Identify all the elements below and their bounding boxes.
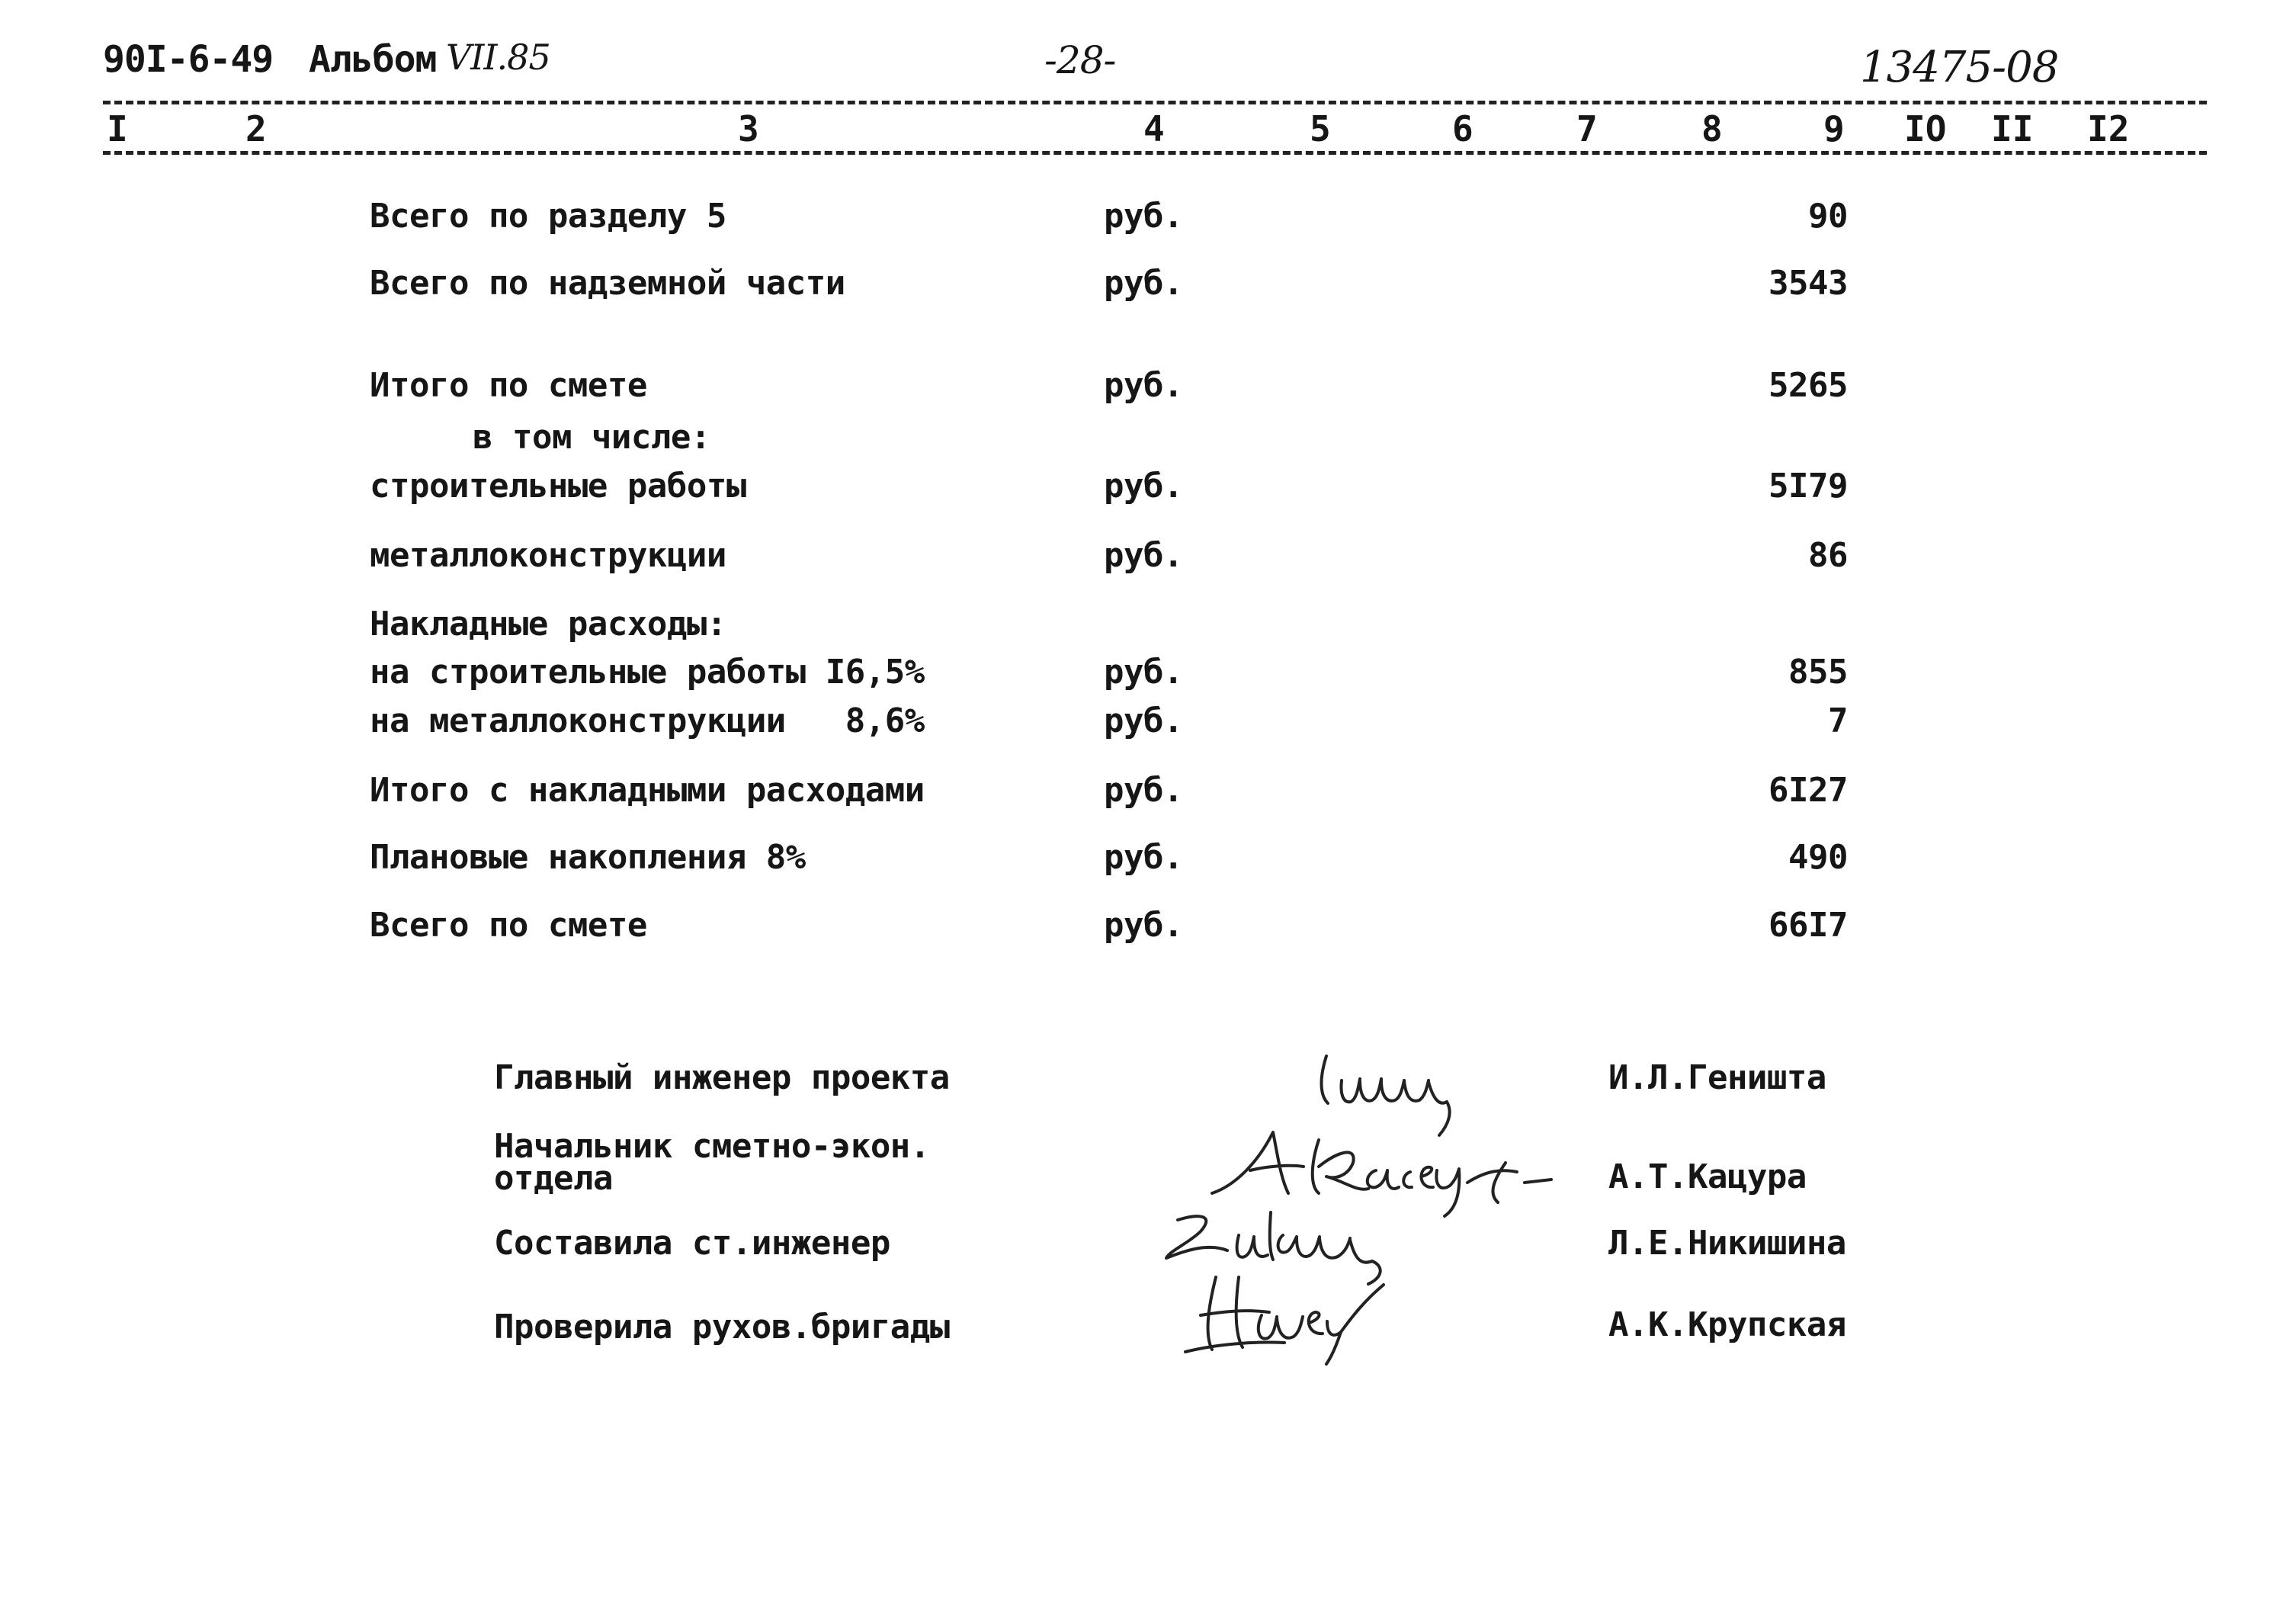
row-label: Накладные расходы: (370, 605, 726, 644)
signatory-name-2: А.Т.Кацура (1608, 1157, 1807, 1196)
column-number-8: 8 (1701, 108, 1723, 149)
column-number-9: 9 (1823, 108, 1845, 149)
row-label: Итого с накладными расходами (370, 771, 925, 810)
row-label: на металлоконструкции 8,6% (370, 701, 925, 740)
row-unit: руб. (1104, 366, 1183, 405)
row-label: металлоконструкции (370, 536, 726, 575)
column-number-2: 2 (245, 108, 267, 149)
signatory-position-2-line2: отдела (494, 1159, 613, 1198)
signature-scribble-4 (1170, 1262, 1399, 1369)
document-number: 13475-08 (1860, 43, 2059, 92)
album-number: VII.85 (446, 37, 550, 78)
series-code: 90I-6-49 (103, 38, 274, 81)
row-label: в том числе: (473, 418, 710, 457)
row-unit: руб. (1104, 264, 1183, 303)
row-amount: 5265 (1768, 366, 1848, 405)
column-number-3: 3 (738, 108, 759, 149)
signatory-name-4: А.К.Крупская (1608, 1305, 1846, 1344)
row-unit: руб. (1104, 906, 1183, 945)
row-label: Всего по разделу 5 (370, 197, 726, 236)
row-amount: 6I27 (1768, 771, 1848, 810)
row-unit: руб. (1104, 653, 1183, 692)
row-label: строительные работы (370, 467, 746, 506)
row-unit: руб. (1104, 701, 1183, 740)
row-unit: руб. (1104, 536, 1183, 575)
row-amount: 5I79 (1768, 467, 1848, 506)
row-label: Итого по смете (370, 366, 647, 405)
row-unit: руб. (1104, 838, 1183, 877)
row-unit: руб. (1104, 771, 1183, 810)
row-amount: 90 (1808, 197, 1848, 236)
column-number-12: I2 (2087, 108, 2130, 149)
row-unit: руб. (1104, 467, 1183, 506)
column-number-10: IO (1904, 108, 1947, 149)
column-number-5: 5 (1310, 108, 1331, 149)
row-label: Всего по надземной части (370, 264, 845, 303)
row-unit: руб. (1104, 197, 1183, 236)
page-number: -28- (1044, 38, 1116, 82)
column-number-7: 7 (1576, 108, 1598, 149)
signatory-position-4: Проверила рухов.бригады (494, 1308, 950, 1347)
header-rule-bottom (103, 151, 2207, 155)
column-number-1: I (107, 108, 128, 149)
column-number-6: 6 (1452, 108, 1473, 149)
column-number-4: 4 (1143, 108, 1165, 149)
signatory-name-3: Л.Е.Никишина (1608, 1224, 1846, 1263)
signatory-position-2: Начальник сметно-экон. (494, 1127, 930, 1166)
row-label: на строительные работы I6,5% (370, 653, 925, 692)
album-label: Альбом (309, 38, 437, 81)
row-amount: 86 (1808, 536, 1848, 575)
signatory-name-1: И.Л.Геништа (1608, 1058, 1826, 1097)
row-label: Всего по смете (370, 906, 647, 945)
row-amount: 855 (1788, 653, 1848, 692)
signatory-position-1: Главный инженер проекта (494, 1058, 950, 1097)
header-rule-top (103, 101, 2207, 104)
row-amount: 3543 (1768, 264, 1848, 303)
row-label: Плановые накопления 8% (370, 838, 806, 877)
row-amount: 66I7 (1768, 906, 1848, 945)
row-amount: 490 (1788, 838, 1848, 877)
column-number-11: II (1991, 108, 2034, 149)
signatory-position-3: Составила ст.инженер (494, 1224, 890, 1263)
row-amount: 7 (1828, 701, 1848, 740)
